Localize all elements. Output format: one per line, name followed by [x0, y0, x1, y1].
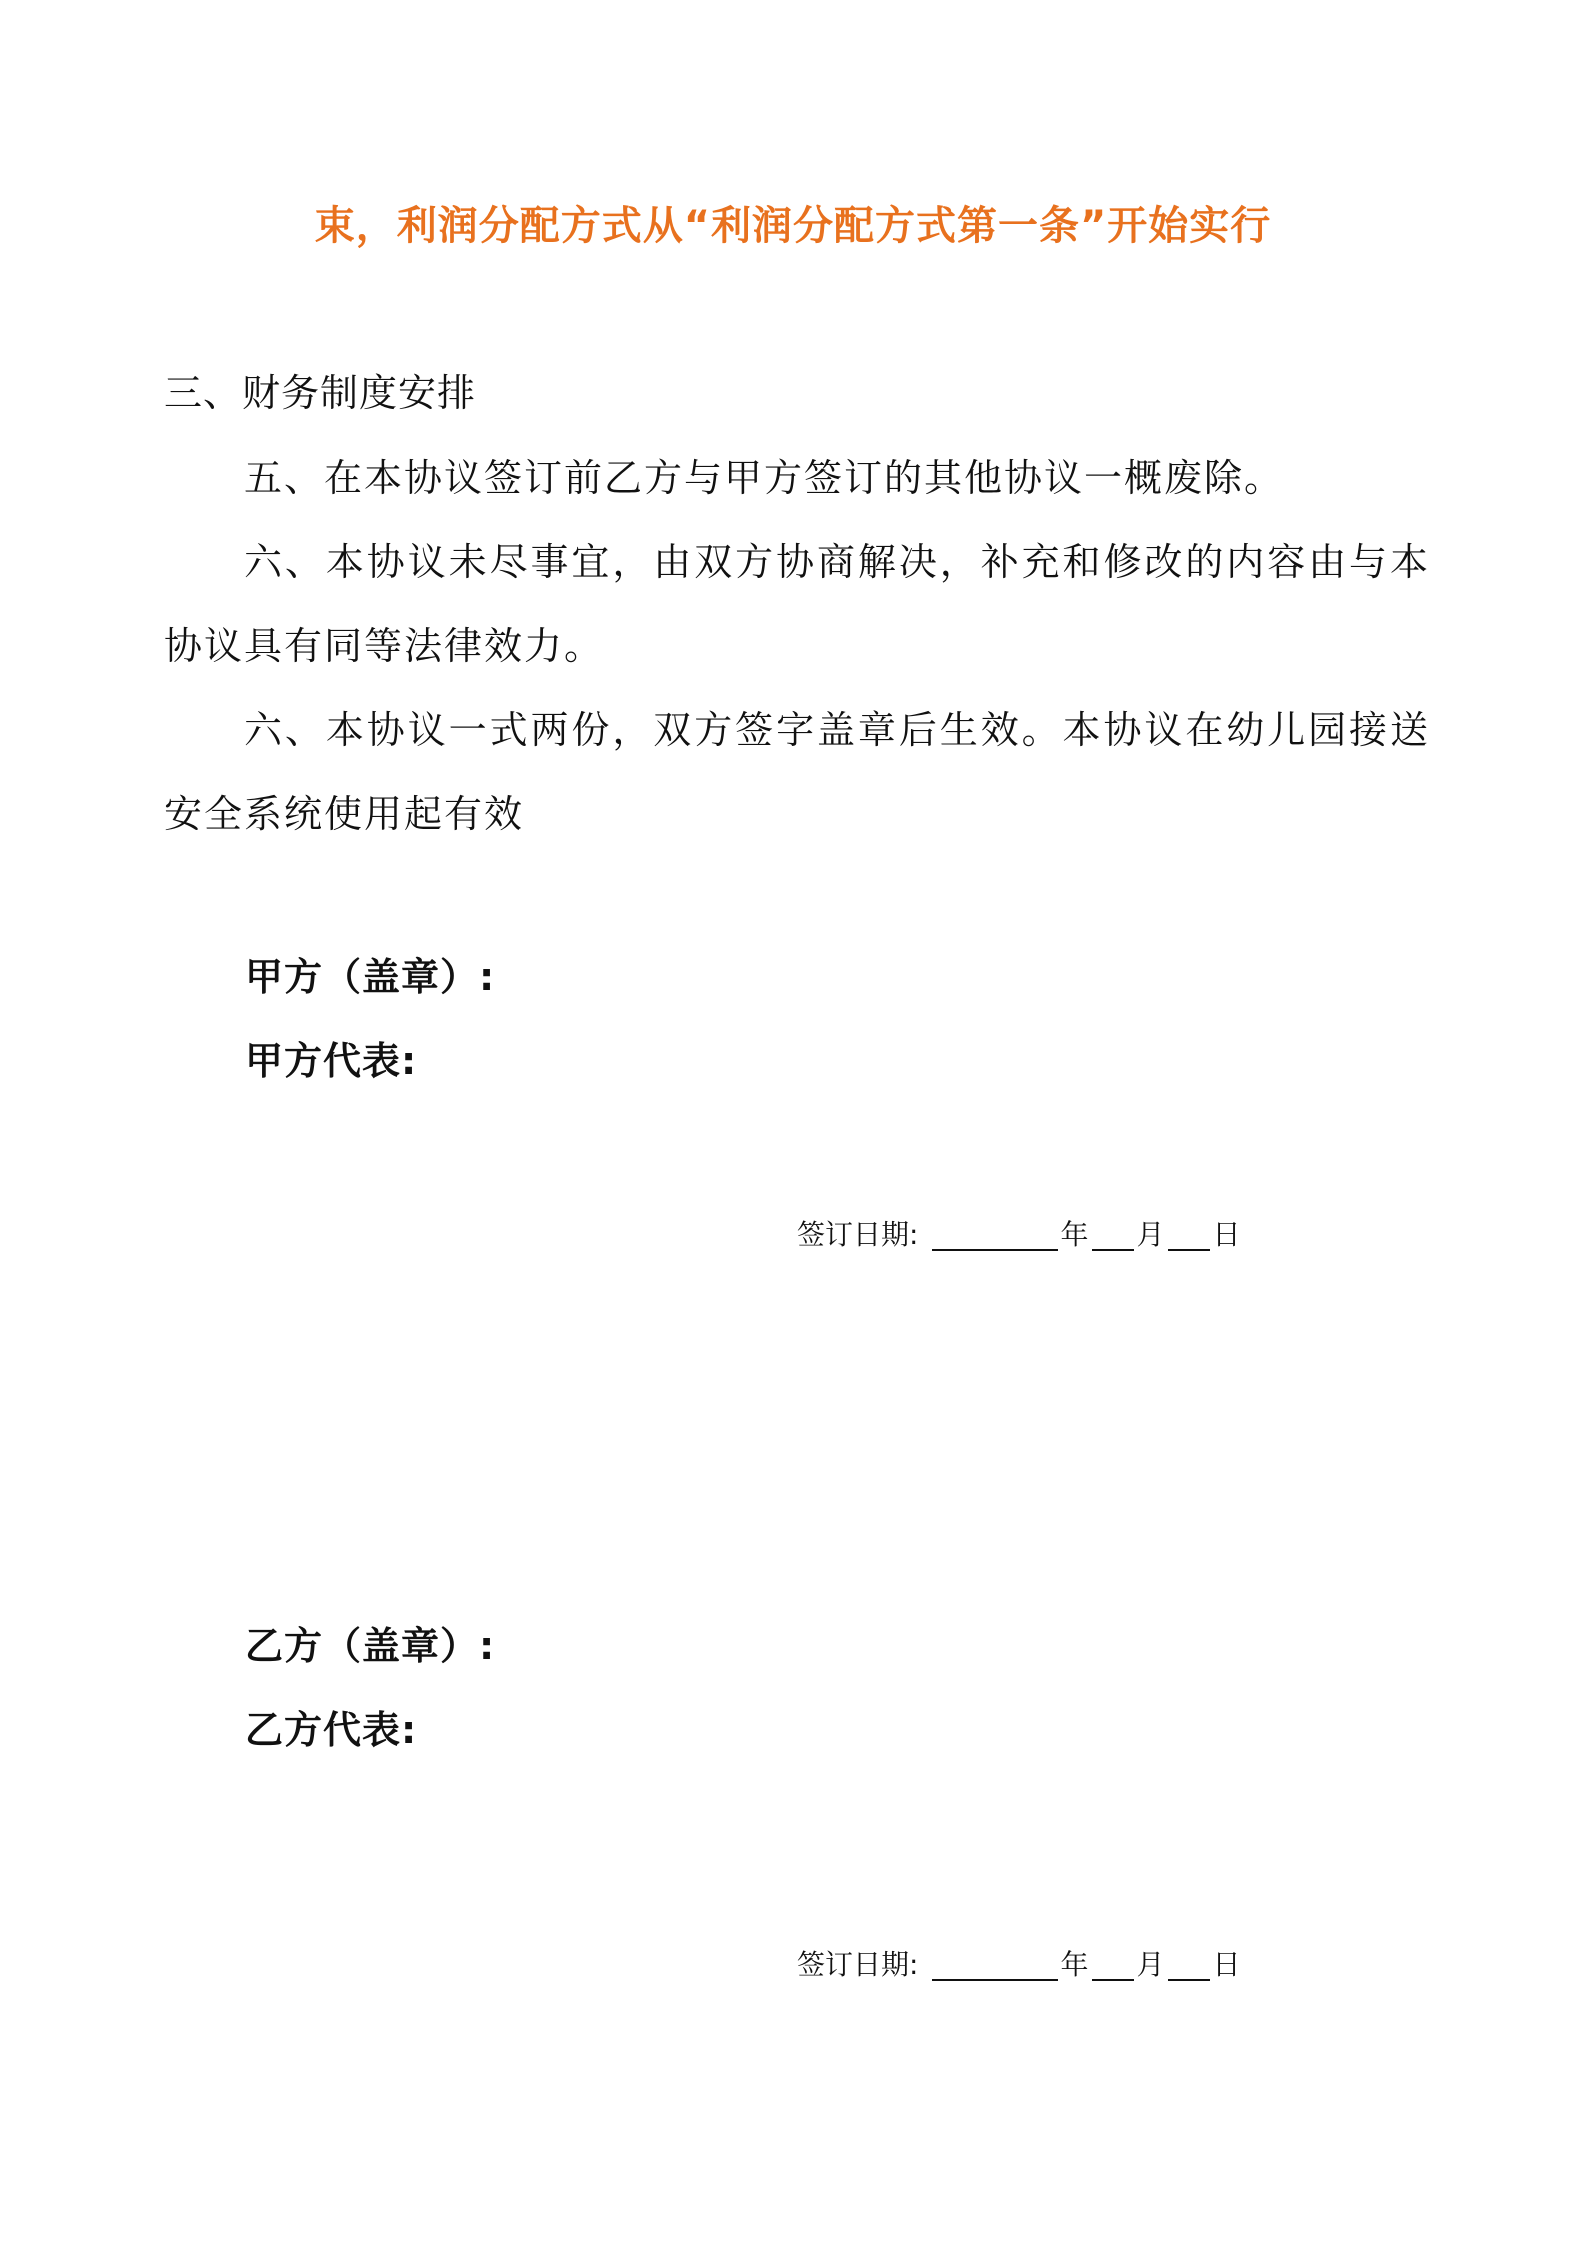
paragraph-clause-6-supplement: 六、本协议未尽事宜，由双方协商解决，补充和修改的内容由与本协议具有同等法律效力。: [164, 540, 1430, 668]
section-heading: 三、财务制度安排: [164, 371, 477, 415]
day-blank[interactable]: [1168, 1949, 1210, 1981]
paragraph-clause-6-effective: 六、本协议一式两份，双方签字盖章后生效。本协议在幼儿园接送安全系统使用起有效: [164, 708, 1430, 836]
day-blank[interactable]: [1168, 1219, 1210, 1251]
month-blank[interactable]: [1092, 1219, 1134, 1251]
header-continuation-line: 束，利润分配方式从“利润分配方式第一条”开始实行: [314, 203, 1272, 249]
month-unit: 月: [1136, 1218, 1165, 1251]
paragraph-clause-5: 五、在本协议签订前乙方与甲方签订的其他协议一概废除。: [244, 456, 1285, 500]
party-b-representative-label: 乙方代表:: [245, 1708, 418, 1752]
day-unit: 日: [1212, 1218, 1241, 1251]
day-unit: 日: [1212, 1948, 1241, 1981]
year-unit: 年: [1060, 1948, 1089, 1981]
year-blank[interactable]: [932, 1219, 1058, 1251]
party-a-signing-date: [797, 1215, 1242, 1255]
party-a-seal-label: 甲方（盖章）:: [245, 955, 496, 999]
year-blank[interactable]: [932, 1949, 1058, 1981]
month-unit: 月: [1136, 1948, 1165, 1981]
party-b-signing-date: [797, 1945, 1242, 1985]
party-b-seal-label: 乙方（盖章）:: [245, 1624, 496, 1668]
month-blank[interactable]: [1092, 1949, 1134, 1981]
year-unit: 年: [1060, 1218, 1089, 1251]
signing-date-label: 签订日期:: [797, 1218, 919, 1251]
party-a-representative-label: 甲方代表:: [245, 1039, 418, 1083]
signing-date-label: 签订日期:: [797, 1948, 919, 1981]
